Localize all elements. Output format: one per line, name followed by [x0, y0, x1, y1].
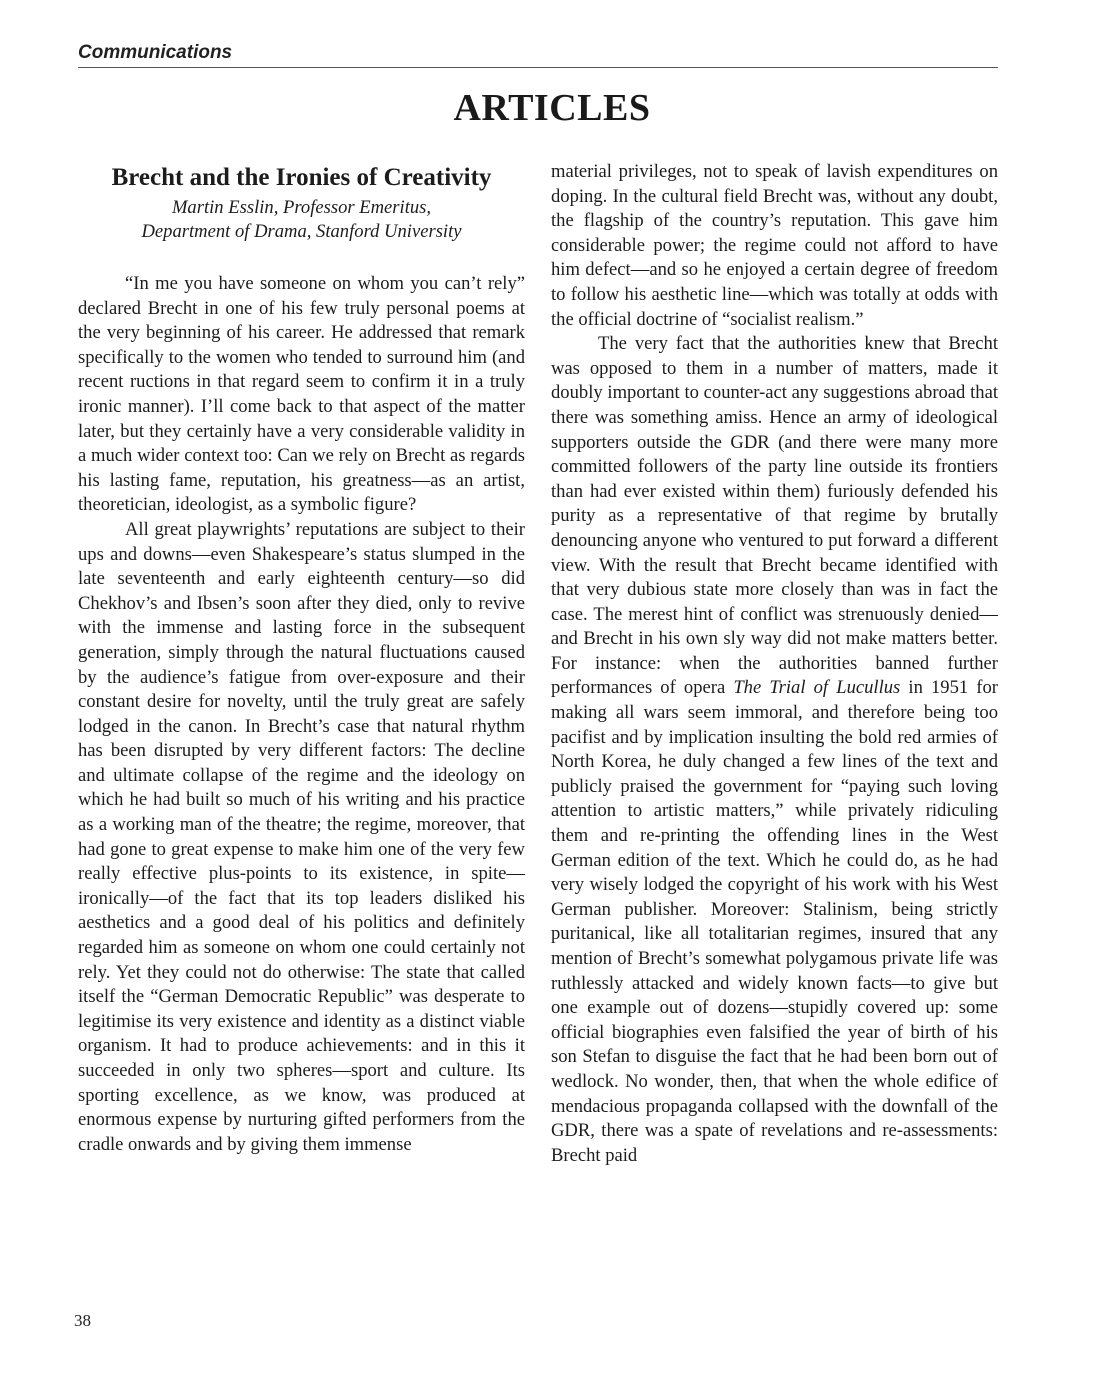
byline-affiliation: Department of Drama, Stanford University [141, 221, 462, 242]
paragraph: “In me you have someone on whom you can’t rely” declared Brecht in one of his few truly personal poems at the very beginning of his career. He addressed that remark specifically to the women who tended to surround him (and recent ructions in that regard seem to confirm it in a truly ironic manner). I’ll come back to that aspect of the matter later, but they certainly have a very considerable validity in a much wider context too: Can we rely on Brecht as regards his lasting fame, reputation, his greatness—as an artist, theoretician, ideologist, as a symbolic figure? [78, 273, 525, 516]
left-column [78, 160, 525, 1157]
paragraph: All great playwrights’ reputations are subject to their ups and downs—even Shakespeare’s status slumped in the late seventeenth and early eighteenth century—so did Chekhov’s and Ibsen’s soon after they died, only to revive with the immense and lasting force in the subsequent generation, simply through the natural fluctuations caused by the audience’s fatigue from over-exposure and their constant desire for novelty, until the truly great are safely lodged in the canon. In Brecht’s case that natural rhythm has been disrupted by very different factors: The decline and ultimate collapse of the regime and the ideology on which he had built so much of his writing and his practice as a working man of the theatre; the regime, moreover, that had gone to great expense to make him one of the very few really effective plus-points to its existence, in spite—ironically—of the fact that its top leaders disliked his aesthetics and a good deal of his politics and definitely regarded him as someone on whom one could certainly not rely. Yet they could not do otherwise: The state that called itself the “German Democratic Republic” was desperate to legitimise its very existence and identity as a distinct viable organism. It had to produce achievements: and in this it succeeded in only two spheres—sport and culture. Its sporting excellence, as we know, was produced at enormous expense by nurturing gifted performers from the cradle onwards and by giving them immense [78, 518, 525, 1155]
paragraph-continued: material privileges, not to speak of lavish expenditures on doping. In the cultural field Brecht was, without any doubt, the flagship of the country’s reputation. This gave him considerable power; the regime could not afford to have him defect—and so he enjoyed a certain degree of freedom to follow his aesthetic line—which was totally at odds with the official doctrine of “socialist realism.” [551, 161, 998, 330]
paragraph-text: in 1951 for making all wars seem immoral, and therefore being too pacifist and by implication insulting the bold red armies of North Korea, he duly changed a few lines of the text and publicly praised the government for “paying such loving attention to artistic matters,” while privately ridiculing them and re-printing the offending lines in the West German edition of the text. Which he could do, as he had very wisely lodged the copyright of his work with his West German publisher. Moreover: Stalinism, being strictly puritanical, like all totalitarian regimes, insured that any mention of Brecht’s somewhat polygamous private life was ruthlessly attacked and widely known facts—to give but one example out of dozens—stupidly covered up: some official biographies even falsified the year of birth of his son Stefan to disguise the fact that he had been born out of wedlock. No wonder, then, that when the whole edifice of mendacious propaganda collapsed with the downfall of the GDR, there was a spate of revelations and re-assessments: Brecht paid [551, 677, 998, 1166]
section-title: ARTICLES [453, 87, 651, 129]
byline-spacer [78, 244, 525, 272]
right-column [551, 160, 998, 1168]
paragraph-text: The very fact that the authorities knew that Brecht was opposed to them in a number of matters, made it doubly important to counter-act any suggestions abroad that there was something amiss. Hence an army of ideological supporters outside the GDR (and there were many more committed followers of the party line outside its frontiers than had ever existed within them) furiously defended his purity as a representative of that regime by brutally denouncing anyone who ventured to put forward a different view. With the result that Brecht became identified with that very dubious state more closely than was in fact the case. The merest hint of conflict was strenuously denied—and Brecht in his own sly way did not make matters better. For instance: when the authorities banned further performances of opera [551, 333, 998, 699]
page-number: 38 [74, 1311, 91, 1330]
header-rule [78, 67, 998, 68]
paragraph [551, 332, 998, 1168]
article-title: Brecht and the Ironies of Creativity [111, 164, 492, 191]
opera-title: The Trial of Lucullus [733, 677, 901, 699]
running-head: Communications [78, 42, 233, 63]
byline-author: Martin Esslin, Professor Emeritus, [171, 197, 432, 218]
